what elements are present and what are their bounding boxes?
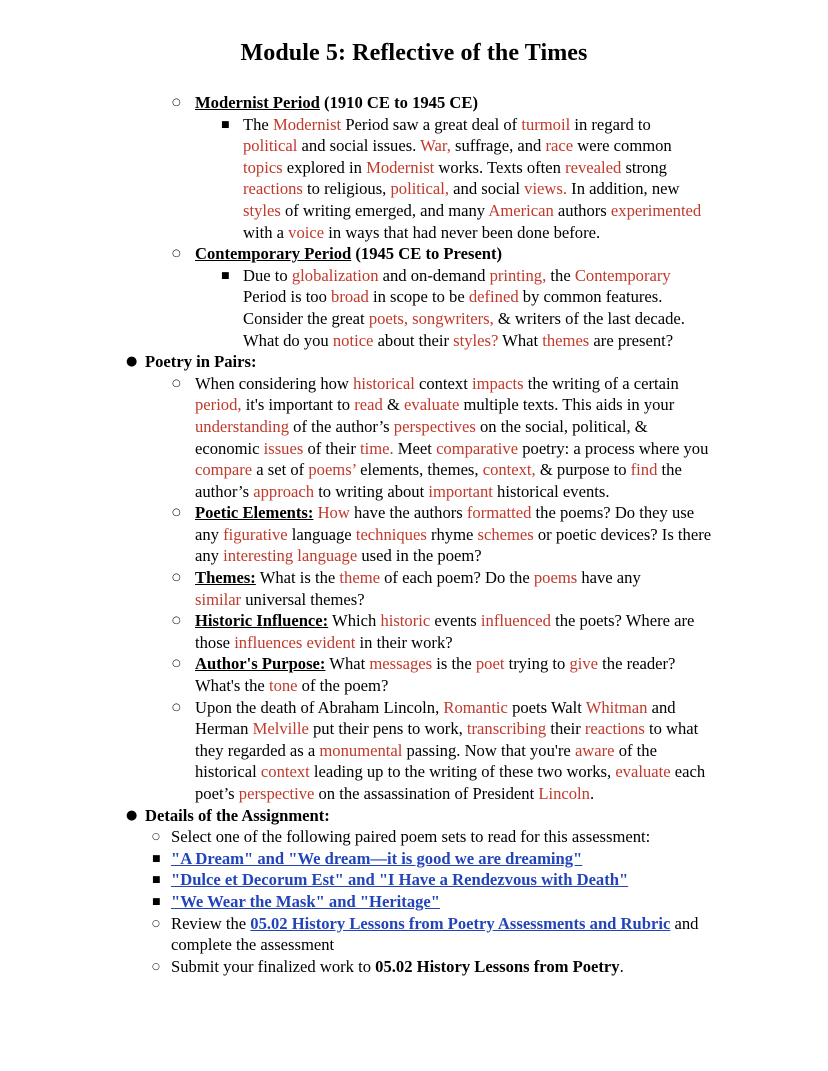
- highlight: monumental: [319, 740, 403, 760]
- t: of the poem?: [297, 676, 389, 696]
- list-item-lincoln: [172, 697, 712, 805]
- disc-bullet-icon: ●: [126, 807, 138, 823]
- poem-link-1[interactable]: "A Dream" and "We dream—it is good we are dreaming": [171, 848, 583, 868]
- square-bullet-icon: ■: [152, 853, 161, 864]
- highlight: Modernist: [366, 157, 435, 177]
- t: language: [287, 524, 356, 544]
- highlight: voice: [288, 222, 325, 242]
- highlight: How: [317, 503, 350, 523]
- highlight: influenced: [480, 611, 551, 631]
- disc-bullet-icon: ●: [126, 354, 138, 370]
- list-item-poem-link-2[interactable]: [152, 869, 712, 891]
- highlight: Melville: [252, 719, 309, 739]
- t: multiple texts. This aids in your: [459, 395, 675, 415]
- highlight: similar: [195, 589, 242, 609]
- highlight: issues: [263, 438, 304, 458]
- t: the poets? Where are those: [195, 611, 695, 652]
- lincoln-paragraph: [195, 697, 712, 805]
- t: in ways that had never been done before.: [324, 222, 601, 242]
- highlight: aware: [574, 740, 615, 760]
- highlight: poems: [533, 568, 578, 588]
- list-item-submit-work: [152, 956, 712, 978]
- t: events: [430, 611, 481, 631]
- highlight: reactions: [243, 179, 303, 199]
- highlight: topics: [243, 157, 283, 177]
- t: Upon the death of Abraham Lincoln,: [195, 697, 444, 717]
- highlight: theme: [339, 568, 380, 588]
- t: with a: [243, 222, 289, 242]
- highlight: tone: [268, 676, 298, 696]
- t: the reader? What's the: [195, 654, 676, 696]
- highlight: comparative: [436, 438, 519, 458]
- t: have the authors: [349, 503, 467, 523]
- poem-link-3[interactable]: "We Wear the Mask" and "Heritage": [171, 891, 440, 911]
- circle-bullet-icon: ○: [172, 248, 181, 260]
- highlight: figurative: [223, 524, 288, 544]
- highlight: broad: [331, 287, 369, 307]
- list-item-poetry-in-pairs-heading: [126, 351, 828, 373]
- list-item-authors-purpose: [172, 653, 712, 696]
- highlight: find: [630, 460, 658, 480]
- t: on the assassination of President: [314, 784, 539, 803]
- t: of the historical: [195, 740, 657, 782]
- highlight: transcribing: [466, 719, 547, 739]
- t: are present?: [589, 330, 674, 350]
- select-poem-sets-text: Select one of the following paired poem sets to read for this assessment:: [171, 827, 651, 847]
- highlight: read: [354, 395, 383, 415]
- t: works. Texts often: [434, 157, 566, 177]
- circle-bullet-icon: ○: [172, 701, 181, 713]
- highlight: historical: [353, 373, 415, 393]
- t: and Herman: [195, 697, 676, 739]
- poem-link-2[interactable]: "Dulce et Decorum Est" and "I Have a Rendezvous with Death": [171, 870, 629, 890]
- authors-purpose-paragraph: [195, 653, 712, 696]
- details-heading: Details of the Assignment:: [145, 805, 330, 825]
- highlight: Whitman: [585, 697, 648, 717]
- circle-bullet-icon: ○: [172, 572, 181, 584]
- review-rubric-paragraph: [171, 913, 712, 956]
- t: and complete the assessment: [171, 913, 699, 955]
- t: the writing of a certain: [523, 373, 679, 393]
- t: is the: [432, 654, 476, 674]
- themes-label: Themes:: [195, 568, 256, 588]
- list-item-poetry-intro: [172, 373, 712, 503]
- modernist-heading-rest: (1910 CE to 1945 CE): [319, 93, 479, 112]
- poem-link-1-wrap: [171, 848, 712, 870]
- t: authors: [553, 200, 611, 220]
- t: by common features. Consider the great: [243, 287, 663, 328]
- t: In addition, new: [567, 179, 680, 199]
- contemporary-paragraph: [243, 265, 709, 351]
- highlight: turmoil: [521, 114, 571, 134]
- highlight: themes: [542, 330, 590, 350]
- t: Review the: [171, 913, 251, 933]
- t: & writers of the last decade. What do you: [243, 308, 685, 350]
- t: context: [414, 373, 472, 393]
- highlight: important: [428, 481, 493, 501]
- t: and social issues.: [297, 136, 421, 156]
- t: rhyme: [426, 524, 478, 544]
- highlight: context: [260, 762, 310, 782]
- poetic-elements-paragraph: [195, 502, 712, 567]
- poetry-in-pairs-heading: Poetry in Pairs:: [145, 352, 257, 372]
- highlight: Lincoln: [538, 784, 590, 803]
- t: Period is too: [243, 287, 332, 307]
- list-item-poem-link-1[interactable]: [152, 848, 712, 870]
- t: leading up to the writing of these two works,: [309, 762, 616, 782]
- circle-bullet-icon: ○: [172, 615, 181, 627]
- t: historical events.: [492, 481, 610, 501]
- highlight: evaluate: [404, 395, 460, 415]
- highlight: evaluate: [615, 762, 671, 782]
- t: strong: [621, 157, 667, 177]
- submit-assignment-name: 05.02 History Lessons from Poetry: [375, 956, 620, 976]
- t: and on-demand: [378, 265, 490, 285]
- list-item-contemporary-body: [221, 265, 709, 351]
- poem-link-3-wrap: [171, 891, 712, 913]
- list-item-modernist-body: [221, 114, 709, 244]
- highlight: styles: [243, 200, 281, 220]
- t: it's important to: [241, 395, 355, 415]
- highlight: American: [488, 200, 554, 220]
- t: of their: [303, 438, 360, 458]
- square-bullet-icon: ■: [221, 119, 230, 130]
- t: of each poem? Do the: [379, 568, 534, 588]
- highlight: defined: [468, 287, 519, 307]
- highlight: impacts: [471, 373, 524, 393]
- highlight: styles?: [453, 330, 499, 350]
- t: &: [382, 395, 405, 415]
- t: were common: [573, 136, 672, 156]
- themes-paragraph: [195, 567, 664, 610]
- contemporary-heading: [195, 243, 712, 265]
- list-item-themes: [172, 567, 664, 610]
- t: trying to: [504, 654, 570, 674]
- square-bullet-icon: ■: [152, 896, 161, 907]
- document-body: [0, 68, 828, 977]
- t: the: [546, 265, 575, 285]
- t: used in the poem?: [357, 546, 482, 566]
- t: of writing emerged, and many: [280, 200, 489, 220]
- modernist-paragraph: [243, 114, 709, 244]
- t: passing. Now that you're: [402, 740, 575, 760]
- t: & purpose to: [535, 460, 631, 480]
- t: When considering how: [195, 373, 354, 393]
- list-item-poetic-elements: [172, 502, 712, 567]
- t: the author’s: [195, 460, 682, 501]
- t: Period saw a great deal of: [341, 114, 522, 134]
- t: poets Walt: [507, 697, 586, 717]
- highlight: Modernist: [272, 114, 342, 134]
- highlight: schemes: [477, 524, 534, 544]
- t: and social: [449, 179, 525, 199]
- list-item-review-rubric: [152, 913, 712, 956]
- contemporary-heading-underlined: Contemporary Period: [195, 244, 352, 264]
- t: .: [619, 956, 624, 976]
- poetic-elements-label: Poetic Elements:: [195, 503, 314, 523]
- t: in regard to: [570, 114, 651, 134]
- modernist-heading: [195, 92, 712, 114]
- t: What: [325, 654, 370, 674]
- highlight: give: [569, 654, 599, 674]
- highlight: globalization: [291, 265, 379, 285]
- highlight: political: [243, 136, 298, 156]
- highlight: period,: [195, 395, 242, 415]
- highlight: interesting language: [223, 546, 358, 566]
- t: Submit your finalized work to: [171, 956, 376, 976]
- t: their: [546, 719, 585, 739]
- highlight: notice: [332, 330, 374, 350]
- t: to religious,: [302, 179, 391, 199]
- authors-purpose-label: Author's Purpose:: [195, 654, 326, 674]
- rubric-link[interactable]: 05.02 History Lessons from Poetry Assessments and Rubric: [250, 913, 671, 933]
- t: to writing about: [314, 481, 429, 501]
- list-item-contemporary-heading: [172, 243, 712, 265]
- highlight: context,: [482, 460, 536, 480]
- t: to what they regarded as a: [195, 719, 699, 760]
- t: have any: [577, 568, 641, 588]
- historic-influence-label: Historic Influence:: [195, 611, 329, 631]
- page-title-text: Module 5: Reflective of the Times: [240, 40, 588, 66]
- highlight: War,: [420, 136, 451, 156]
- list-item-select-poem-sets: [152, 826, 712, 848]
- highlight: views.: [524, 179, 568, 199]
- circle-bullet-icon: ○: [172, 377, 181, 389]
- circle-bullet-icon: ○: [172, 507, 181, 519]
- highlight: messages: [369, 654, 433, 674]
- highlight: reactions: [584, 719, 645, 739]
- t: .: [589, 784, 595, 803]
- highlight: race: [545, 136, 574, 156]
- t: The: [243, 114, 273, 134]
- submit-work-paragraph: [171, 956, 712, 978]
- circle-bullet-icon: ○: [172, 97, 181, 108]
- modernist-heading-underlined: Modernist Period: [195, 93, 320, 112]
- t: about their: [373, 330, 454, 350]
- list-item-poem-link-3[interactable]: [152, 891, 712, 913]
- historic-influence-paragraph: [195, 610, 712, 653]
- t: in scope to be: [368, 287, 469, 307]
- highlight: approach: [253, 481, 315, 501]
- t: the poems? Do they use any: [195, 503, 695, 544]
- contemporary-heading-rest: (1945 CE to Present): [351, 244, 503, 264]
- highlight: understanding: [195, 416, 290, 436]
- list-item-modernist-heading: [172, 92, 712, 114]
- highlight: printing,: [489, 265, 547, 285]
- square-bullet-icon: ■: [152, 875, 161, 886]
- list-item-details-heading: [126, 805, 828, 827]
- t: What is the: [255, 568, 340, 588]
- t: elements, themes,: [355, 460, 483, 480]
- t: poetry: a process where you: [518, 438, 709, 458]
- highlight: formatted: [466, 503, 532, 523]
- t: on the social, political, & economic: [195, 416, 648, 458]
- circle-bullet-icon: ○: [152, 918, 160, 929]
- highlight: Romantic: [443, 697, 508, 717]
- square-bullet-icon: ■: [221, 270, 230, 281]
- highlight: political,: [390, 179, 450, 199]
- page-title: [0, 0, 828, 68]
- highlight: influences evident: [234, 632, 356, 652]
- circle-bullet-icon: ○: [172, 658, 181, 670]
- poetry-intro-paragraph: [195, 373, 712, 503]
- highlight: perspective: [238, 784, 315, 803]
- t: or poetic devices? Is there any: [195, 524, 712, 566]
- t: universal themes?: [241, 589, 365, 609]
- highlight: compare: [195, 460, 253, 480]
- highlight: revealed: [565, 157, 622, 177]
- t: a set of: [252, 460, 309, 480]
- t: Which: [328, 611, 381, 631]
- highlight: perspectives: [393, 416, 476, 436]
- highlight: poems’: [308, 460, 356, 480]
- t: each poet’s: [195, 762, 706, 803]
- t: suffrage, and: [450, 136, 546, 156]
- list-item-historic-influence: [172, 610, 712, 653]
- t: Meet: [393, 438, 437, 458]
- t: of the author’s: [289, 416, 394, 436]
- t: explored in: [282, 157, 367, 177]
- highlight: time.: [360, 438, 394, 458]
- highlight: experimented: [610, 200, 702, 220]
- poem-link-2-wrap: [171, 869, 712, 891]
- highlight: poets, songwriters,: [368, 308, 494, 328]
- t: What: [498, 330, 543, 350]
- highlight: Contemporary: [574, 265, 671, 285]
- highlight: poet: [475, 654, 505, 674]
- circle-bullet-icon: ○: [152, 832, 160, 843]
- circle-bullet-icon: ○: [152, 961, 160, 972]
- t: put their pens to work,: [308, 719, 467, 739]
- highlight: techniques: [355, 524, 427, 544]
- t: Due to: [243, 265, 292, 285]
- t: in their work?: [355, 632, 453, 652]
- highlight: historic: [380, 611, 431, 631]
